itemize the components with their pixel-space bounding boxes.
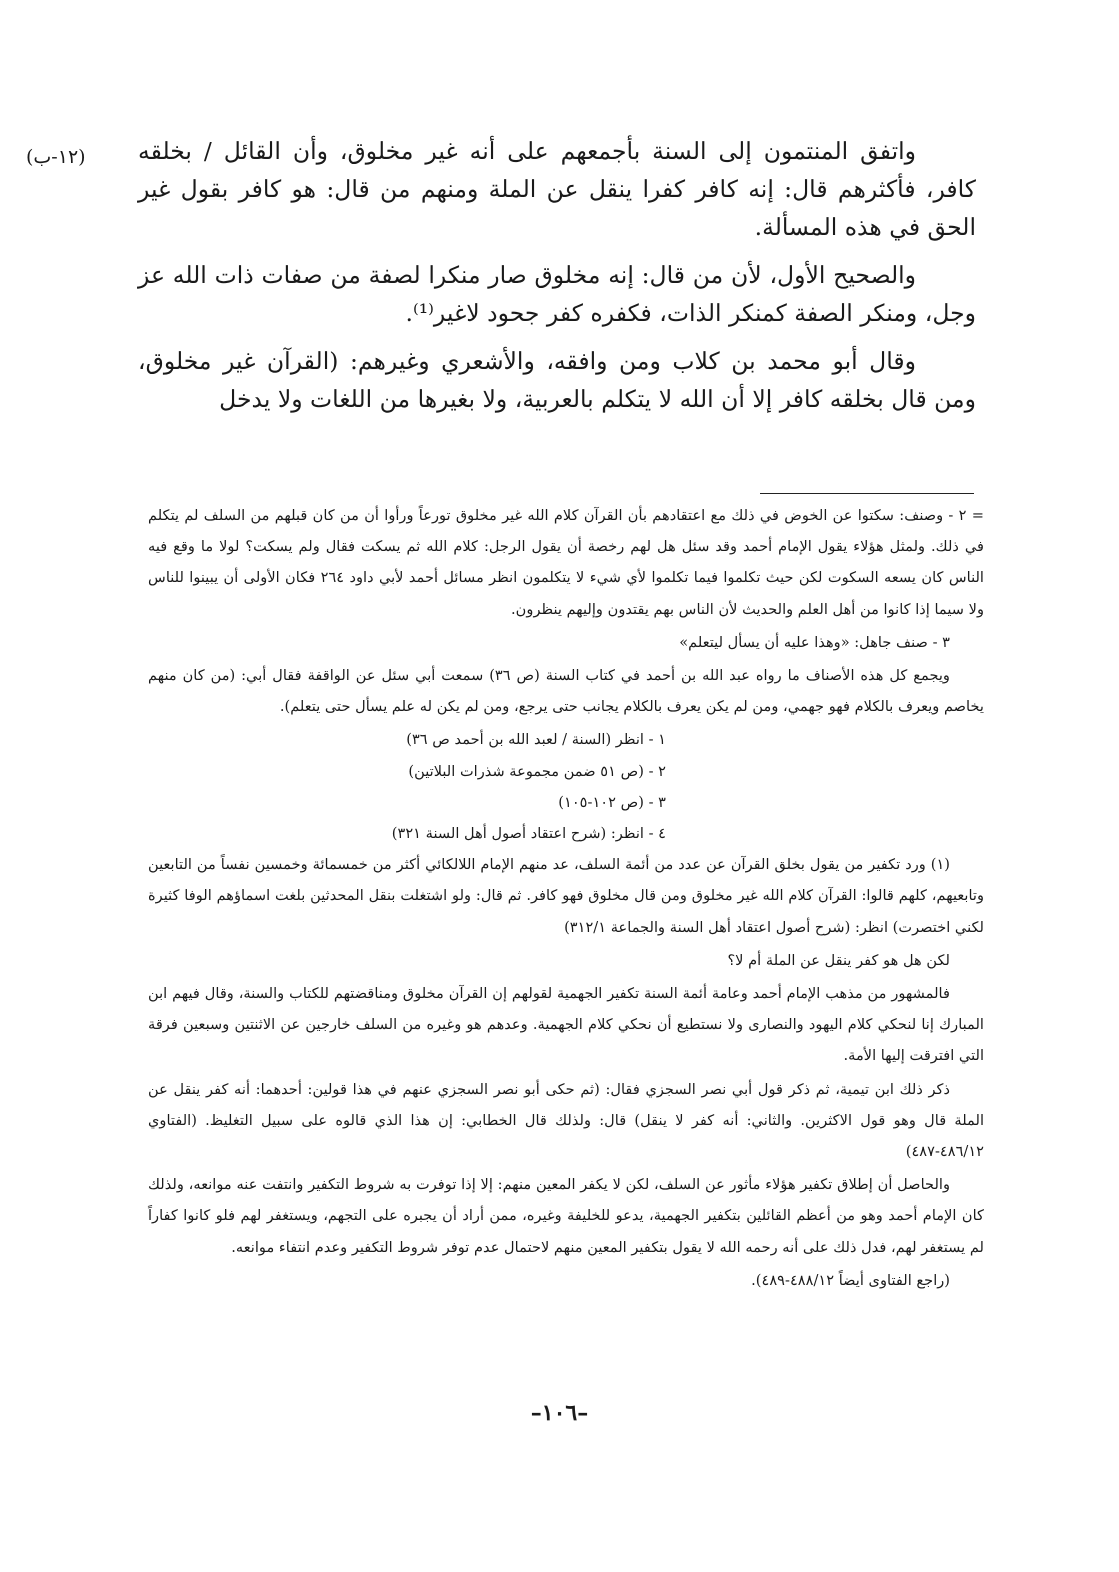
footnote-paragraph: (١) ورد تكفير من يقول بخلق القرآن عن عدد من أئمة السلف، عد منهم الإمام اللالكائي أكثر من خمسمائة وخمسين نفساً من التابعين وتابعيهم، كلهم قالوا: القرآن كلام الله غير مخلوق ومن قال مخلوق فهو كافر. ثم قال: ولو اشتغلت بنقل المحدثين بلغت اسماؤهم الوفا كثيرة لكني اختصرت) انظر: (شرح أصول اعتقاد أهل السنة والجماعة ٣١٢/١) bbox=[148, 856, 984, 936]
footnote-paragraph: والحاصل أن إطلاق تكفير هؤلاء مأثور عن السلف، لكن لا يكفر المعين منهم: إلا إذا توفرت به شروط التكفير وانتفت عنه موانعه، ولذلك كان الإمام أحمد وهو من أعظم القائلين بتكفير الجهمية، يدعو للخليفة وغيره، ممن أراد أن يجبره على التجهم، ويستغفر لهم فلو كانوا كفاراً لم يستغفر لهم، فدل ذلك على أنه رحمه الله لا يقول بتكفير المعين منهم لاحتمال عدم توفر شروط التكفير وعدم انتفاء موانعه. bbox=[148, 1176, 984, 1256]
main-paragraph-3: وقال أبو محمد بن كلاب ومن وافقه، والأشعري وغيرهم: (القرآن غير مخلوق، ومن قال بخلقه كافر إلا أن الله لا يتكلم بالعربية، ولا بغيرها من اللغات ولا يدخل bbox=[138, 347, 976, 413]
footnote-paragraph: فالمشهور من مذهب الإمام أحمد وعامة أئمة السنة تكفير الجهمية لقولهم إن القرآن مخلوق ومناقضتهم للكتاب والسنة، وقال فيهم ابن المبارك إنا لنحكي كلام اليهود والنصارى ولا نستطيع أن نحكي كلام الجهمية. وعدهم هو وغيره من السلف خارجين عن الاثنتين وسبعين فرقة التي افترقت إليها الأمة. bbox=[148, 985, 984, 1065]
footnote-separator-rule bbox=[760, 493, 974, 494]
page-number: –١٠٦– bbox=[530, 1400, 589, 1426]
footnote-paragraph: ويجمع كل هذه الأصناف ما رواه عبد الله بن أحمد في كتاب السنة (ص ٣٦) سمعت أبي سئل عن الواقفة فقال أبي: (من كان منهم يخاصم ويعرف بالكلام فهو جهمي، ومن لم يكن يعرف بالكلام يجانب حتى يرجع، ومن لم يكن له علم يسأل حتى يتعلم). bbox=[148, 667, 984, 716]
main-text-body bbox=[138, 132, 976, 428]
footnote-paragraph: ٣ - صنف جاهل: «وهذا عليه أن يسأل ليتعلم» bbox=[679, 633, 950, 651]
footnote-paragraph: (راجع الفتاوى أيضاً ٤٨٨/١٢-٤٨٩). bbox=[751, 1271, 950, 1289]
footnote-continuation: = ٢ - وصنف: سكتوا عن الخوض في ذلك مع اعتقادهم بأن القرآن كلام الله غير مخلوق تورعاً ورأوا أن من كان قبلهم من السلف لم يتكلم في ذلك. ولمثل هؤلاء يقول الإمام أحمد وقد سئل هل لهم رخصة أن يقول الرجل: كلام الله ثم يسكت فقال ولم يسكت؟ لولا ما وقع فيه الناس كان يسعه السكوت لكن حيث تكلموا فيما تكلموا لأي شيء لا يتكلمون انظر مسائل أحمد لأبي داود ٢٦٤ فكان الأولى أن يبينوا للناس ولا سيما إذا كانوا من أهل العلم والحديث لأن الناس بهم يقتدون وإليهم ينظرون. bbox=[148, 507, 984, 618]
main-paragraph-1: واتفق المنتمون إلى السنة بأجمعهم على أنه غير مخلوق، وأن القائل / بخلقه كافر، فأكثرهم قال: إنه كافر كفرا ينقل عن الملة ومنهم من قال: هو كافر بقول غير الحق في هذه المسألة. bbox=[138, 137, 976, 241]
footnote-reference-item: ١ - انظر (السنة / لعبد الله بن أحمد ص ٣٦) bbox=[406, 731, 666, 749]
footnotes-section bbox=[148, 500, 984, 1298]
main-paragraph-2: والصحيح الأول، لأن من قال: إنه مخلوق صار منكرا لصفة من صفات ذات الله عز وجل، ومنكر الصفة كمنكر الذات، فكفره كفر جحود لاغير⁽¹⁾. bbox=[138, 261, 976, 327]
footnote-paragraph: لكن هل هو كفر ينقل عن الملة أم لا؟ bbox=[727, 951, 950, 969]
footnote-reference-item: ٤ - انظر: (شرح اعتقاد أصول أهل السنة ٣٢١) bbox=[391, 825, 666, 843]
margin-folio-reference: (١٢-ب) bbox=[26, 146, 86, 168]
footnote-reference-item: ٣ - (ص ١٠٢-١٠٥) bbox=[558, 793, 666, 811]
footnote-paragraph: ذكر ذلك ابن تيمية، ثم ذكر قول أبي نصر السجزي فقال: (ثم حكى أبو نصر السجزي عنهم في هذا قولين: أحدهما: أنه كفر ينقل عن الملة قال وهو قول الاكثرين. والثاني: أنه كفر لا ينقل) قال: ولذلك قال الخطابي: إن هذا الذي قالوه على سبيل التغليظ. (الفتاوي ٤٨٦/١٢-٤٨٧) bbox=[148, 1080, 984, 1161]
footnote-reference-item: ٢ - (ص ٥١ ضمن مجموعة شذرات البلاتين) bbox=[408, 762, 666, 780]
